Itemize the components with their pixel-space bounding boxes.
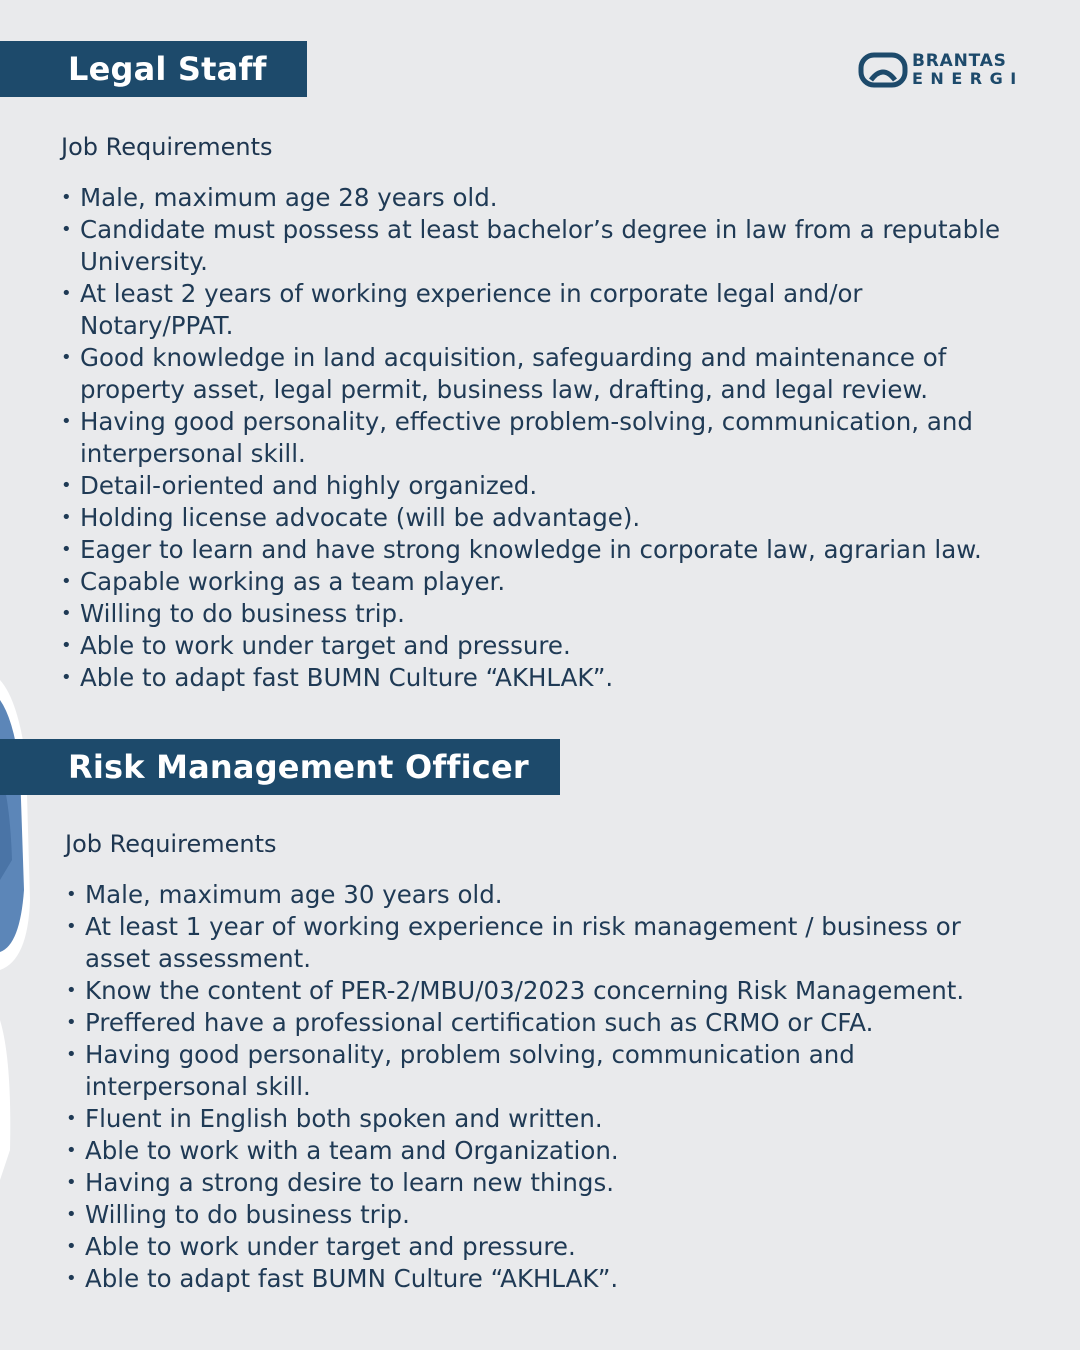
requirement-item: • Able to adapt fast BUMN Culture “AKHLAK”. (61, 662, 1021, 694)
risk-management-requirements-list (66, 879, 996, 1295)
legal-staff-requirements-list (61, 182, 1021, 694)
brantas-energi-logo (858, 49, 1026, 91)
requirement-item: • Eager to learn and have strong knowledge in corporate law, agrarian law. (61, 534, 1021, 566)
requirement-item: • Know the content of PER-2/MBU/03/2023 concerning Risk Management. (66, 975, 996, 1007)
risk-management-title: Risk Management Officer (68, 748, 529, 786)
requirement-item: • Willing to do business trip. (66, 1199, 996, 1231)
requirement-item: • Preffered have a professional certification such as CRMO or CFA. (66, 1007, 996, 1039)
requirement-item: • Able to work with a team and Organization. (66, 1135, 996, 1167)
requirement-item: • Fluent in English both spoken and written. (66, 1103, 996, 1135)
person-illustration (0, 0, 60, 1350)
requirement-item: • Having good personality, problem solving, communication and interpersonal skill. (66, 1039, 996, 1103)
requirement-item: • Male, maximum age 28 years old. (61, 182, 1021, 214)
requirement-item: • Good knowledge in land acquisition, safeguarding and maintenance of property asset, legal permit, business law, drafting, and legal review. (61, 342, 1021, 406)
legal-staff-title: Legal Staff (68, 50, 267, 88)
requirement-item: • Capable working as a team player. (61, 566, 1021, 598)
requirement-item: • At least 2 years of working experience in corporate legal and/or Notary/PPAT. (61, 278, 1021, 342)
requirement-item: • Having good personality, effective problem-solving, communication, and interpersonal skill. (61, 406, 1021, 470)
requirement-item: • Having a strong desire to learn new things. (66, 1167, 996, 1199)
legal-staff-title-bar (0, 41, 307, 97)
requirement-item: • Able to work under target and pressure. (66, 1231, 996, 1263)
risk-management-title-bar (0, 739, 560, 795)
risk-management-requirements-heading: Job Requirements (65, 830, 277, 858)
legal-staff-requirements-heading: Job Requirements (61, 133, 273, 161)
requirement-item: • Able to adapt fast BUMN Culture “AKHLAK”. (66, 1263, 996, 1295)
requirement-item: • Detail-oriented and highly organized. (61, 470, 1021, 502)
brand-mark-icon (858, 50, 908, 90)
requirement-item: • Willing to do business trip. (61, 598, 1021, 630)
brand-name-line2: ENERGI (912, 69, 1024, 88)
requirement-item: • At least 1 year of working experience in risk management / business or asset assessment. (66, 911, 996, 975)
requirement-item: • Male, maximum age 30 years old. (66, 879, 996, 911)
requirement-item: • Candidate must possess at least bachelor’s degree in law from a reputable University. (61, 214, 1021, 278)
requirement-item: • Able to work under target and pressure. (61, 630, 1021, 662)
brand-name-line1: BRANTAS (912, 51, 1007, 71)
requirement-item: • Holding license advocate (will be advantage). (61, 502, 1021, 534)
